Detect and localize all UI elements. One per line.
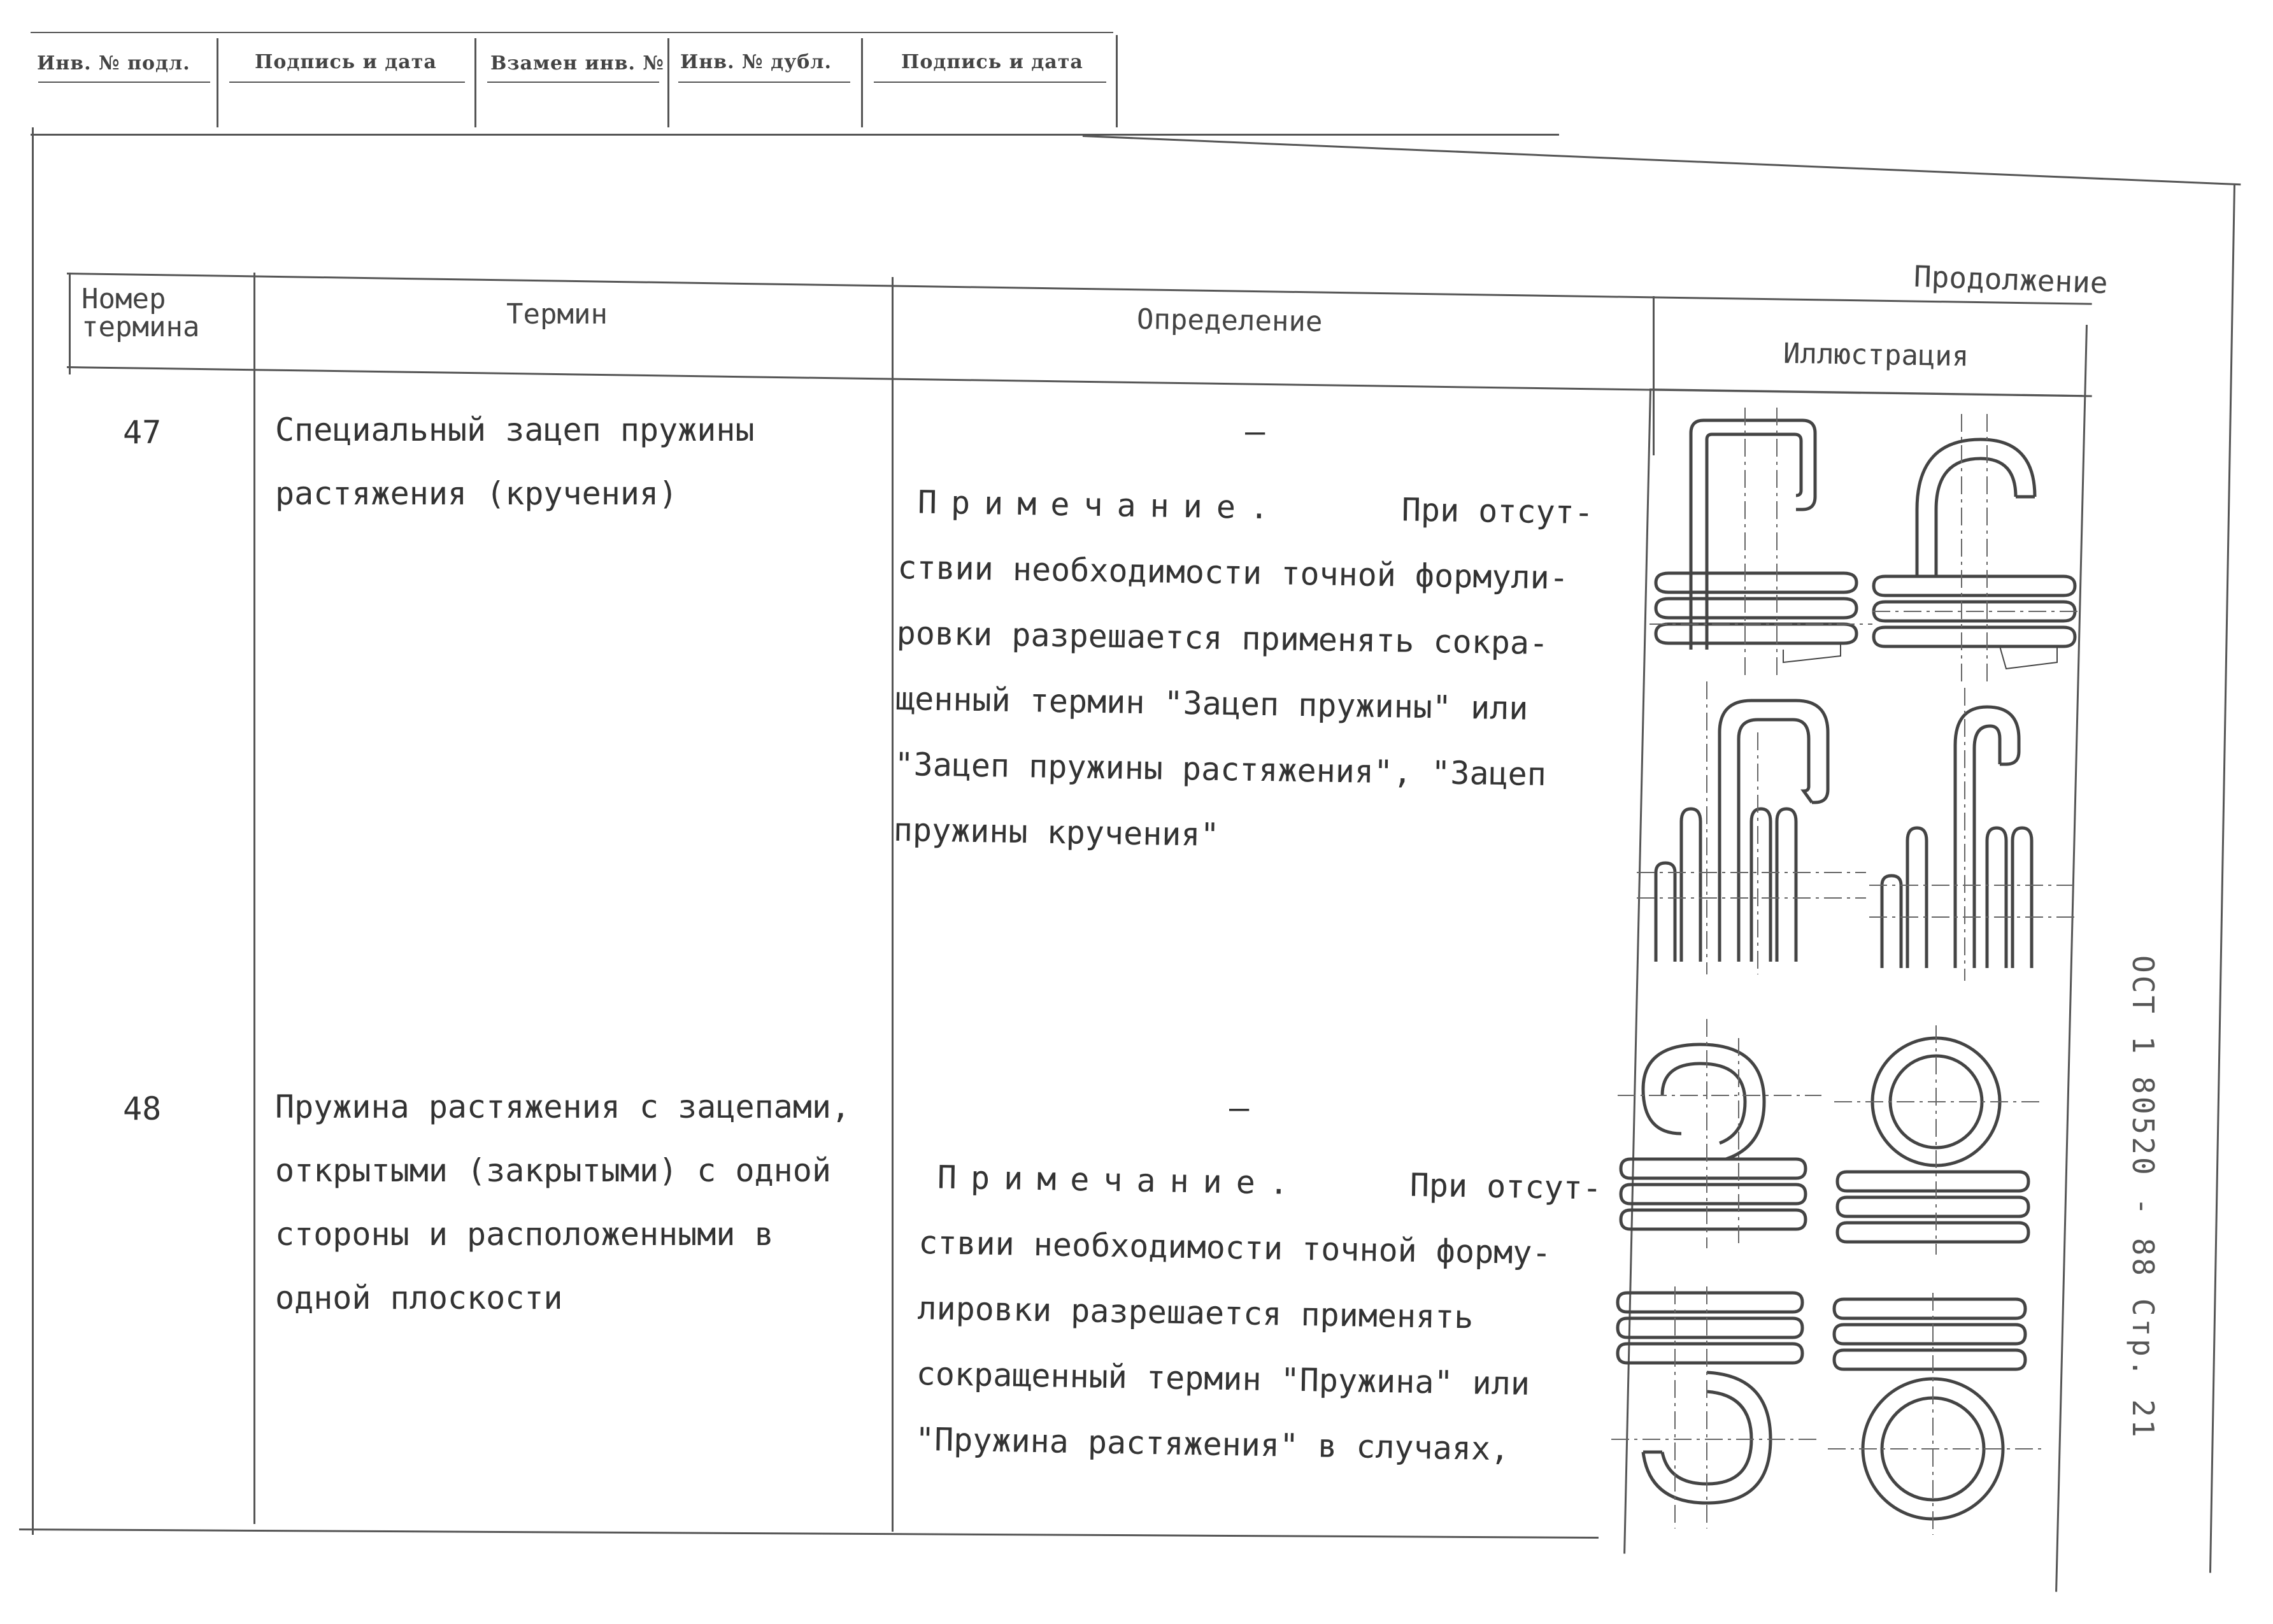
definition-dash: – (1229, 1089, 1250, 1127)
stamp-cell-signature-date: Подпись и дата (255, 51, 437, 73)
term-name: Пружина растяжения с зацепами, открытыми (закрытыми) с одной стороны и расположенными в одной плоскости (275, 1088, 851, 1316)
definition-dash: – (1245, 413, 1265, 451)
right-sheet-edge (2209, 185, 2235, 1573)
stamp-cell-signature-date-2: Подпись и дата (901, 51, 1083, 73)
header-term: Термин (506, 298, 608, 331)
header-definition: Определение (1136, 303, 1323, 339)
header-illustration: Иллюстрация (1783, 337, 1969, 373)
note-label: Примечание. (937, 1158, 1303, 1202)
continuation-label: Продолжение (1913, 259, 2109, 301)
spring-hook-illustration-3 (1637, 681, 1866, 974)
term-name: Специальный зацеп пружины растяжения (кручения) (275, 411, 755, 512)
term-number: 47 (123, 414, 162, 451)
top-sheet-edge (1083, 135, 2241, 185)
note-text: При отсут- ствии необходимости точной форму- лировки разрешается применять сокращенный термин "Пружина" или "Пружина растяжения" в случаях, (915, 1166, 1602, 1468)
spring-hook-illustration-4 (1869, 688, 2079, 981)
left-page-border (32, 127, 34, 1535)
header-number: Номер термина (82, 283, 200, 343)
term-number: 48 (123, 1090, 162, 1127)
note-text: При отсут- ствии необходимости точной формули- ровки разрешается применять сокра- щенный термин "Зацеп пружины" или "Зацеп пружины растяжения", "Зацеп пружины кручения" (893, 491, 1594, 853)
spring-open-loop-illustration-2 (1611, 1286, 1828, 1528)
spring-open-loop-illustration-1 (1618, 1019, 1828, 1248)
spring-closed-loop-illustration-1 (1834, 1025, 2044, 1255)
spring-hook-illustration-1 (1650, 408, 1879, 675)
note-label: Примечание. (917, 483, 1283, 527)
stamp-cell-inv-dubl: Инв. № дубл. (680, 51, 832, 73)
spring-hook-illustration-2 (1872, 414, 2083, 681)
document-code: ОСТ 1 80520 - 88 Стр. 21 (2126, 955, 2160, 1440)
stamp-cell-inv-podl: Инв. № подл. (37, 52, 190, 75)
spring-closed-loop-illustration-2 (1828, 1293, 2044, 1535)
stamp-cell-vzamen: Взамен инв. № (490, 52, 665, 75)
